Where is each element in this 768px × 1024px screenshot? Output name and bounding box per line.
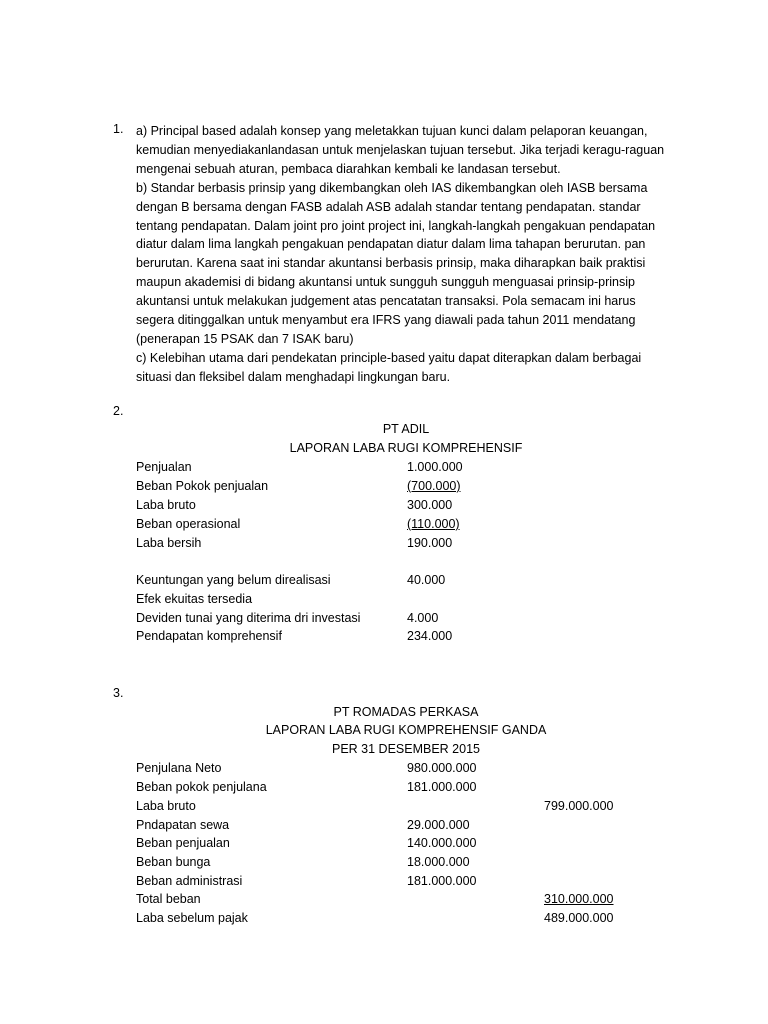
q2-row-value: 234.000 [407, 629, 453, 643]
q3-row-label: Beban pokok penjulana [136, 780, 267, 794]
q3-row-total: 489.000.000 [544, 911, 614, 925]
q2-company: PT ADIL [382, 422, 430, 436]
q1-number: 1. [113, 122, 124, 136]
q2-row-value: 40.000 [407, 573, 446, 587]
q2-row-value: 4.000 [407, 611, 439, 625]
q3-row-value: 181.000.000 [407, 780, 477, 794]
q3-row [136, 761, 636, 780]
q3-row-label: Laba sebelum pajak [136, 911, 248, 925]
q3-row-label: Laba bruto [136, 799, 196, 813]
q3-row-label: Pndapatan sewa [136, 818, 230, 832]
q3-number: 3. [113, 686, 124, 700]
q3-row [136, 911, 636, 930]
q3-row [136, 855, 636, 874]
q3-row [136, 836, 636, 855]
q3-row-label: Beban bunga [136, 855, 211, 869]
q2-row-label: Laba bersih [136, 536, 202, 550]
q2-row [136, 498, 636, 517]
q3-row [136, 780, 636, 799]
q2-row [136, 573, 636, 592]
q2-row-label: Keuntungan yang belum direalisasi [136, 573, 331, 587]
q2-row [136, 629, 636, 648]
q3-row-value: 181.000.000 [407, 874, 477, 888]
q3-row-value: 29.000.000 [407, 818, 470, 832]
q3-row-total: 799.000.000 [544, 799, 614, 813]
q1-para-c: c) Kelebihan utama dari pendekatan principle-based yaitu dapat diterapkan dalam berbagai situasi dan fleksibel dalam menghadapi lingkungan baru. [136, 350, 642, 384]
q2-row-label: Deviden tunai yang diterima dri investasi [136, 611, 361, 625]
q1-answer [136, 122, 676, 387]
q2-row-label: Laba bruto [136, 498, 196, 512]
q3-row-value: 140.000.000 [407, 836, 477, 850]
q2-row-value: 1.000.000 [407, 460, 463, 474]
q3-company: PT ROMADAS PERKASA [333, 705, 479, 719]
q3-row [136, 874, 636, 893]
q3-row-value: 980.000.000 [407, 761, 477, 775]
q3-row-label: Beban administrasi [136, 874, 243, 888]
q2-row-value: (110.000) [407, 517, 460, 531]
q3-row-total: 310.000.000 [544, 892, 614, 906]
q2-row [136, 479, 636, 498]
q3-row-label: Beban penjualan [136, 836, 230, 850]
q3-title: LAPORAN LABA RUGI KOMPREHENSIF GANDA [265, 723, 547, 737]
q3-period: PER 31 DESEMBER 2015 [332, 742, 480, 756]
q3-row-value: 18.000.000 [407, 855, 470, 869]
q2-number: 2. [113, 404, 124, 418]
q1-para-b: b) Standar berbasis prinsip yang dikembangkan oleh IAS dikembangkan oleh IASB bersama dengan B bersama dengan FASB adalah ASB adalah standar tentang pendapatan. standar tentang pendapatan. Dalam joint pro joint project ini, langkah-langkah pengakuan pendapatan diatur dalam lima langkah pengakuan pendapatan diatur dalam lima tahapan berurutan. pan berurutan. Karena saat ini standar akuntansi berbasis prinsip, maka diharapkan baik praktisi maupun akademisi di bidang akuntansi untuk sungguh sungguh menguasai prinsip-prinsip akuntansi untuk melakukan judgement atas pencatatan transaksi. Pola semacam ini harus segera ditinggalkan untuk menyambut era IFRS yang diawali pada tahun 2011 mendatang (penerapan 15 PSAK dan 7 ISAK baru) [136, 180, 656, 346]
q2-row [136, 536, 636, 555]
q2-row-value: (700.000) [407, 479, 461, 493]
q2-row-value: 190.000 [407, 536, 453, 550]
q2-row-label: Beban operasional [136, 517, 241, 531]
q2-row [136, 592, 636, 611]
q2-row-label: Beban Pokok penjualan [136, 479, 269, 493]
q3-row [136, 818, 636, 837]
q2-title: LAPORAN LABA RUGI KOMPREHENSIF [289, 441, 523, 455]
q2-row-label: Pendapatan komprehensif [136, 629, 282, 643]
q3-row [136, 799, 636, 818]
q2-row [136, 611, 636, 630]
q3-row-label: Total beban [136, 892, 201, 906]
q2-row-value: 300.000 [407, 498, 453, 512]
q2-row-label: Penjualan [136, 460, 192, 474]
q3-row [136, 892, 636, 911]
q2-row-label: Efek ekuitas tersedia [136, 592, 253, 606]
q3-row-label: Penjulana Neto [136, 761, 222, 775]
q1-para-a: a) Principal based adalah konsep yang meletakkan tujuan kunci dalam pelaporan keuangan, kemudian menyediakanlandasan untuk menjelaskan tujuan tersebut. Jika terjadi keragu-raguan mengenai sebuah aturan, pembaca diarahkan kembali ke landasan tersebut. [136, 124, 665, 176]
q2-row [136, 460, 636, 479]
q2-row [136, 517, 636, 536]
